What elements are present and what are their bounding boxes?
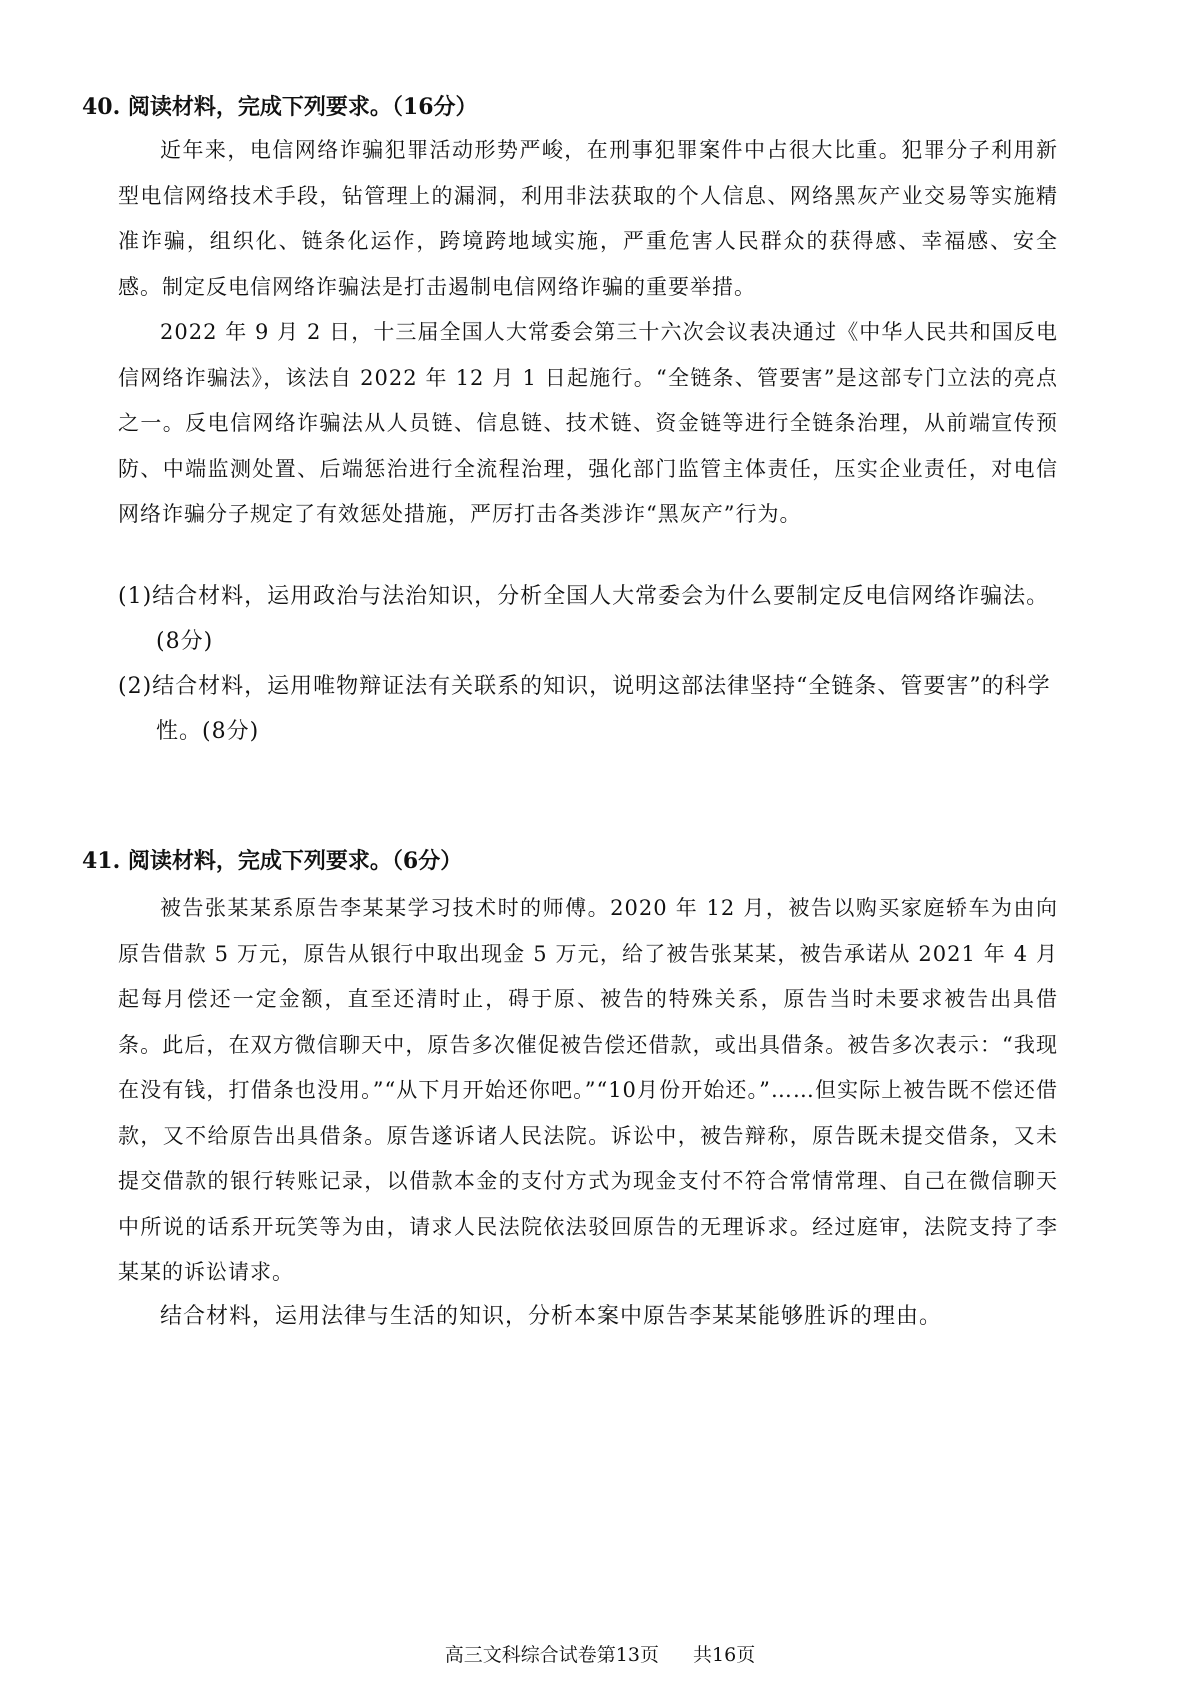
question-40-material-paragraph-2: 2022 年 9 月 2 日，十三届全国人大常委会第三十六次会议表决通过《中华人民共和国反电信网络诈骗法》，该法自 2022 年 12 月 1 日起施行。“全链条、管要害”是这部专门立法的亮点之一。反电信网络诈骗法从人员链、信息链、技术链、资金链等进行全链条治理，从前端宣传预防、中端监测处置、后端惩治进行全流程治理，强化部门监管主体责任，压实企业责任，对电信网络诈骗分子规定了有效惩处措施，严厉打击各类涉诈“黑灰产”行为。 — [118, 320, 1058, 526]
question-41-heading: 41. 阅读材料，完成下列要求。（6分） — [82, 848, 463, 874]
question-41-prompt: 结合材料，运用法律与生活的知识，分析本案中原告李某某能够胜诉的理由。 — [160, 1304, 943, 1329]
page-footer — [0, 1642, 1200, 1668]
question-40-material-paragraph-1: 近年来，电信网络诈骗犯罪活动形势严峻，在刑事犯罪案件中占很大比重。犯罪分子利用新型电信网络技术手段，钻管理上的漏洞，利用非法获取的个人信息、网络黑灰产业交易等实施精准诈骗，组织化、链条化运作，跨境跨地域实施，严重危害人民群众的获得感、幸福感、安全感。制定反电信网络诈骗法是打击遏制电信网络诈骗的重要举措。 — [118, 138, 1058, 299]
question-40-subquestion-2: (2)结合材料，运用唯物辩证法有关联系的知识，说明这部法律坚持“全链条、管要害”的科学性。(8分) — [118, 674, 1051, 744]
footer-page-number: 高三文科综合试卷第13页 — [444, 1644, 659, 1666]
question-40-heading: 40. 阅读材料，完成下列要求。（16分） — [82, 94, 478, 120]
question-40-subquestion-1: (1)结合材料，运用政治与法治知识，分析全国人大常委会为什么要制定反电信网络诈骗法。(8分) — [118, 584, 1050, 654]
footer-total-pages: 共16页 — [693, 1644, 756, 1666]
question-41-material-paragraph: 被告张某某系原告李某某学习技术时的师傅。2020 年 12 月，被告以购买家庭轿车为由向原告借款 5 万元，原告从银行中取出现金 5 万元，给了被告张某某，被告承诺从 2021 年 4 月起每月偿还一定金额，直至还清时止，碍于原、被告的特殊关系，原告当时未要求被告出具借条。此后，在双方微信聊天中，原告多次催促被告偿还借款，或出具借条。被告多次表示：“我现在没有钱，打借条也没用。”“从下月开始还你吧。”“10月份开始还。”……但实际上被告既不偿还借款，又不给原告出具借条。原告遂诉诸人民法院。诉讼中，被告辩称，原告既未提交借条，又未提交借款的银行转账记录，以借款本金的支付方式为现金支付不符合常情常理、自己在微信聊天中所说的话系开玩笑等为由，请求人民法院依法驳回原告的无理诉求。经过庭审，法院支持了李某某的诉讼请求。 — [118, 896, 1058, 1284]
